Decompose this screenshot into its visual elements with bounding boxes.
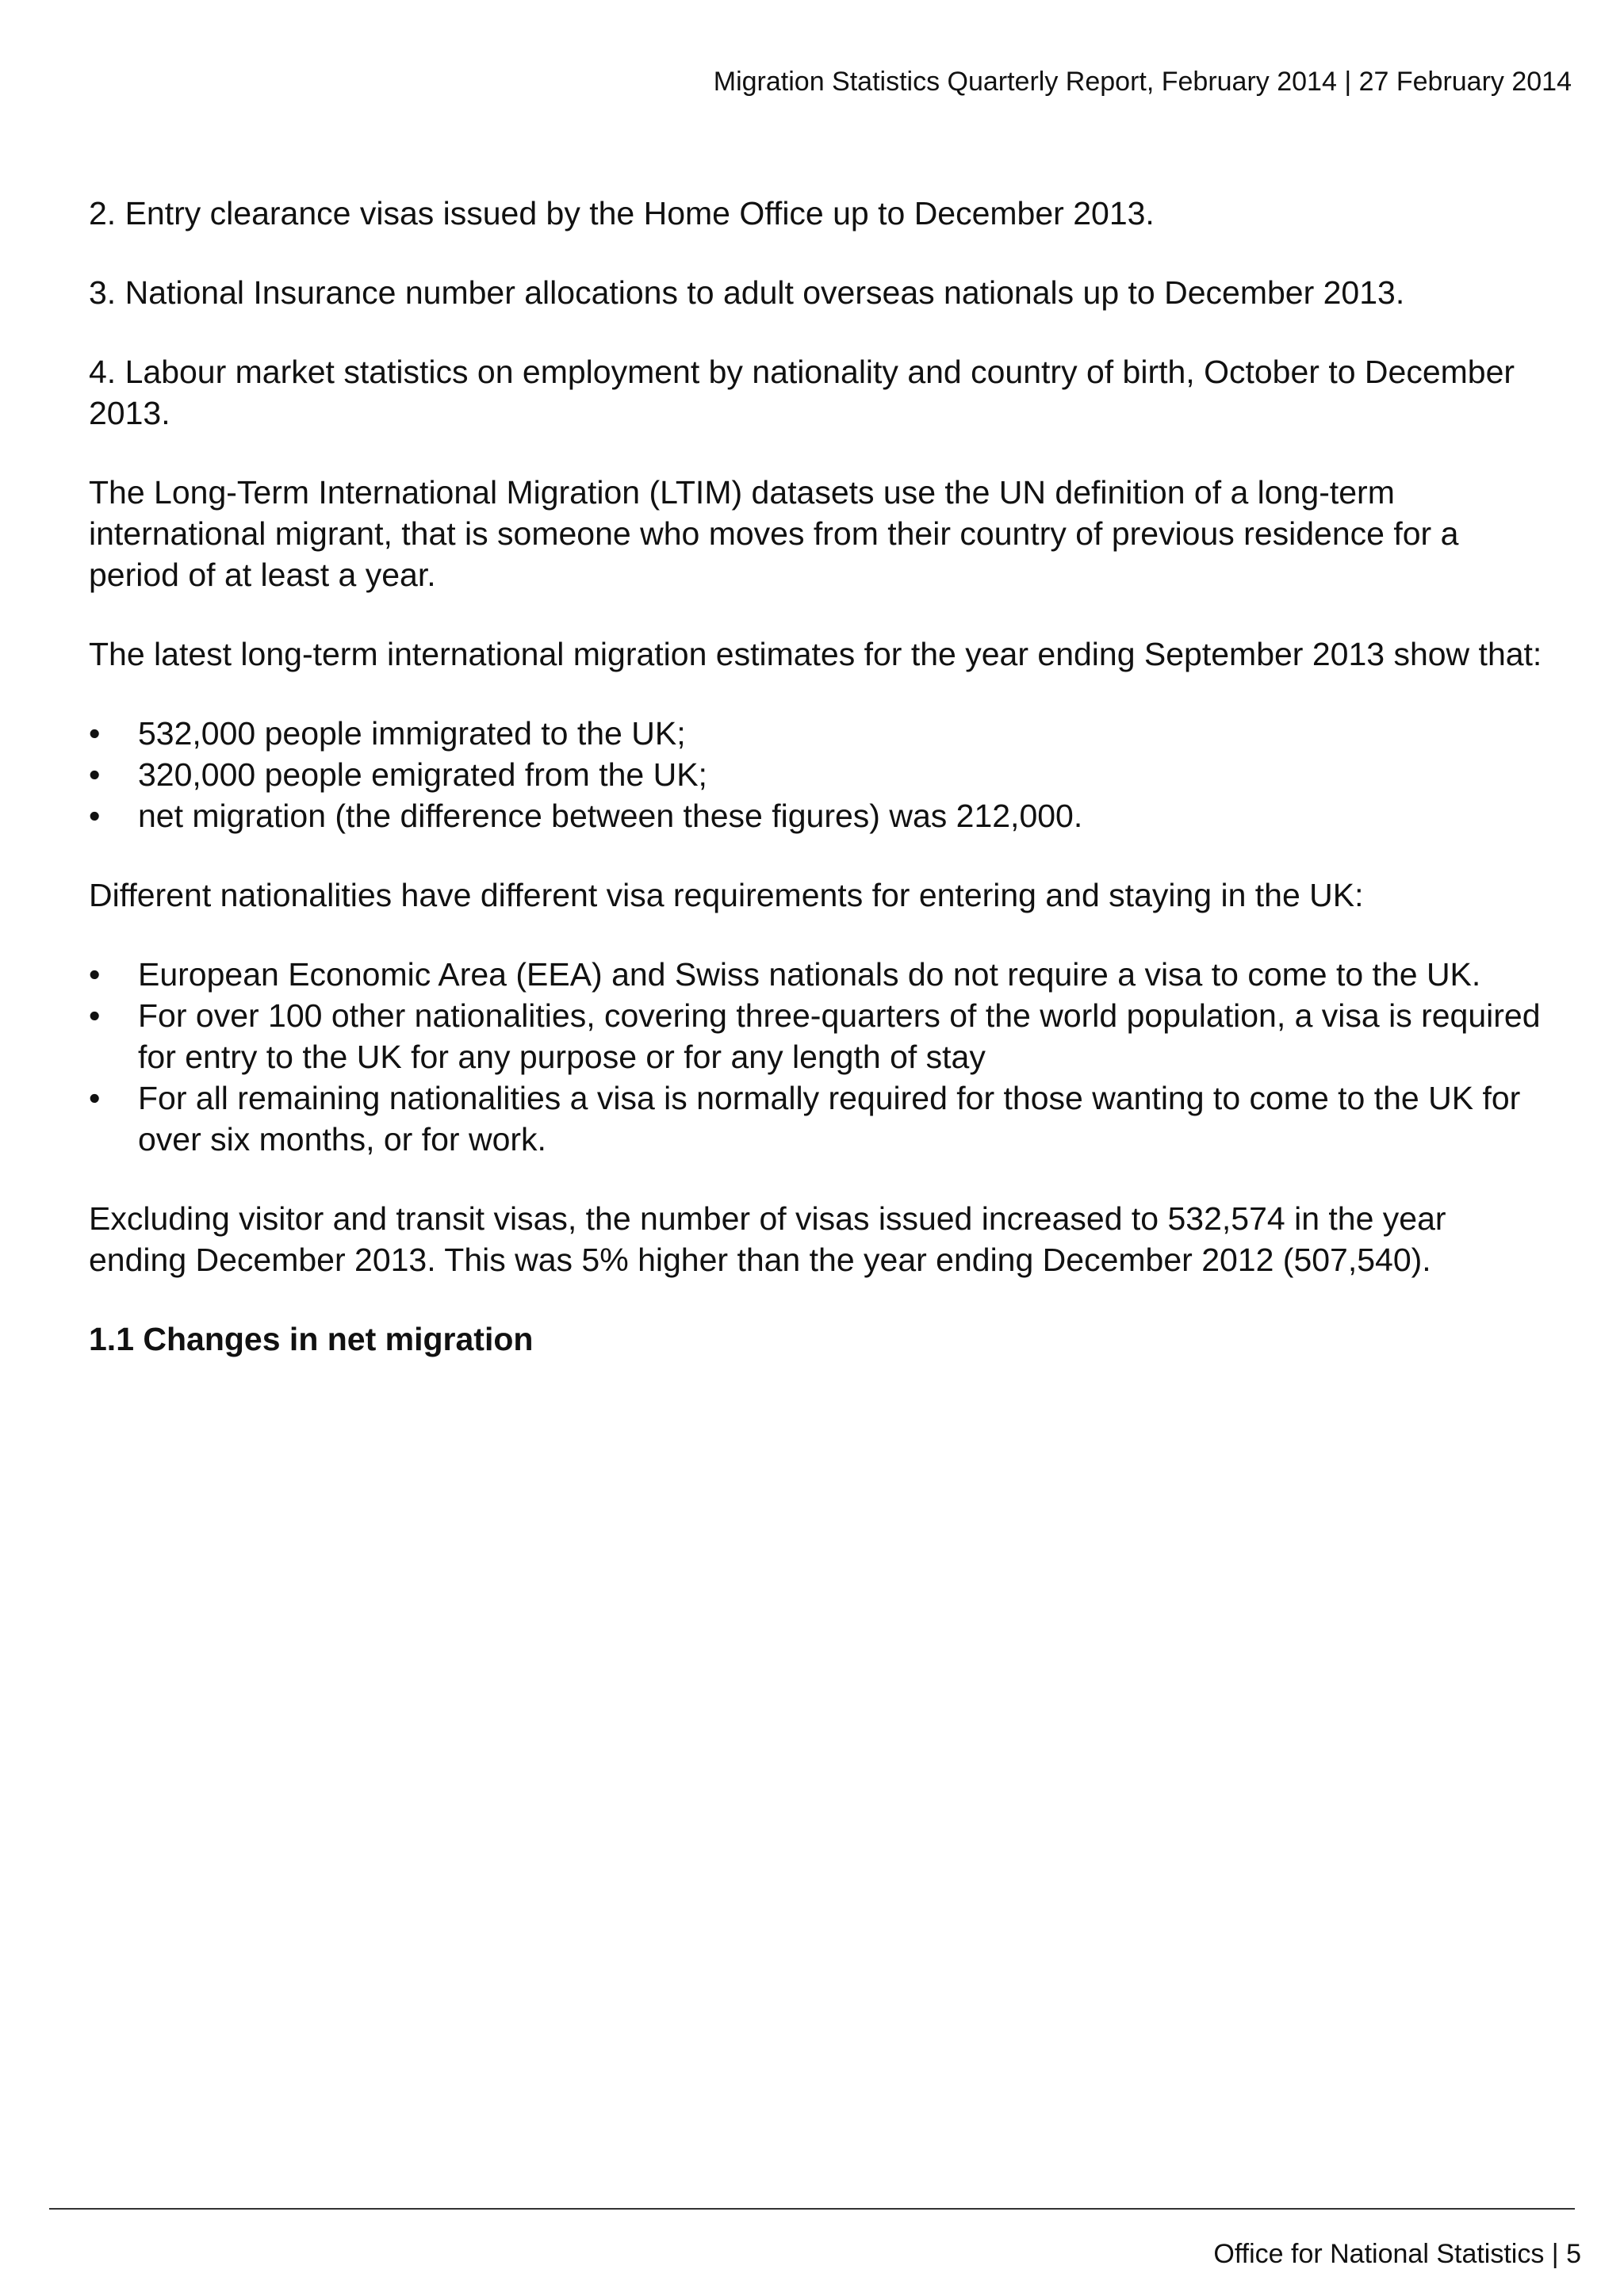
paragraph-visa-intro: Different nationalities have different visa requirements for entering and staying in the UK: — [89, 877, 1364, 913]
bullet-icon: • — [89, 956, 101, 993]
page-footer: Office for National Statistics | 5 — [1213, 2239, 1581, 2269]
bullet-icon: • — [89, 798, 101, 834]
document-body — [89, 193, 1548, 1360]
list-item-text: For all remaining nationalities a visa is normally required for those wanting to come to the UK for over six months, or for work. — [138, 1080, 1521, 1158]
paragraph-entry-clearance-visas: 2. Entry clearance visas issued by the Home Office up to December 2013. — [89, 195, 1155, 232]
list-item-text: net migration (the difference between these figures) was 212,000. — [138, 798, 1083, 834]
paragraph-national-insurance: 3. National Insurance number allocations to adult overseas nationals up to December 2013. — [89, 274, 1405, 311]
bullet-icon: • — [89, 756, 101, 793]
list-item-text: For over 100 other nationalities, covering three-quarters of the world population, a visa is required for entry to the UK for any purpose or for any length of stay — [138, 997, 1541, 1075]
list-item — [89, 713, 1548, 754]
list-item — [89, 1077, 1548, 1160]
list-item — [89, 995, 1548, 1077]
bullet-icon: • — [89, 1080, 101, 1116]
list-item — [89, 754, 1548, 795]
section-heading: 1.1 Changes in net migration — [89, 1321, 534, 1357]
page-header: Migration Statistics Quarterly Report, February 2014 | 27 February 2014 — [713, 67, 1572, 97]
bullet-icon: • — [89, 715, 101, 752]
bullet-icon: • — [89, 997, 101, 1034]
list-item — [89, 954, 1548, 995]
paragraph-visas-issued: Excluding visitor and transit visas, the number of visas issued increased to 532,574 in the year ending December 2013. This was 5% higher than the year ending December 2012 (507,540). — [89, 1200, 1446, 1278]
list-item-text: 532,000 people immigrated to the UK; — [138, 715, 686, 752]
paragraph-latest-estimates-intro: The latest long-term international migration estimates for the year ending September 2013 show that: — [89, 636, 1542, 672]
footer-divider — [49, 2208, 1575, 2210]
list-item-text: 320,000 people emigrated from the UK; — [138, 756, 707, 793]
visa-requirements-list — [89, 954, 1548, 1160]
estimates-list — [89, 713, 1548, 836]
list-item — [89, 795, 1548, 836]
paragraph-labour-market: 4. Labour market statistics on employment by nationality and country of birth, October to December 2013. — [89, 354, 1515, 431]
paragraph-ltim-definition: The Long-Term International Migration (LTIM) datasets use the UN definition of a long-term international migrant, that is someone who moves from their country of previous residence for a period of at least a year. — [89, 474, 1459, 593]
list-item-text: European Economic Area (EEA) and Swiss nationals do not require a visa to come to the UK. — [138, 956, 1481, 993]
